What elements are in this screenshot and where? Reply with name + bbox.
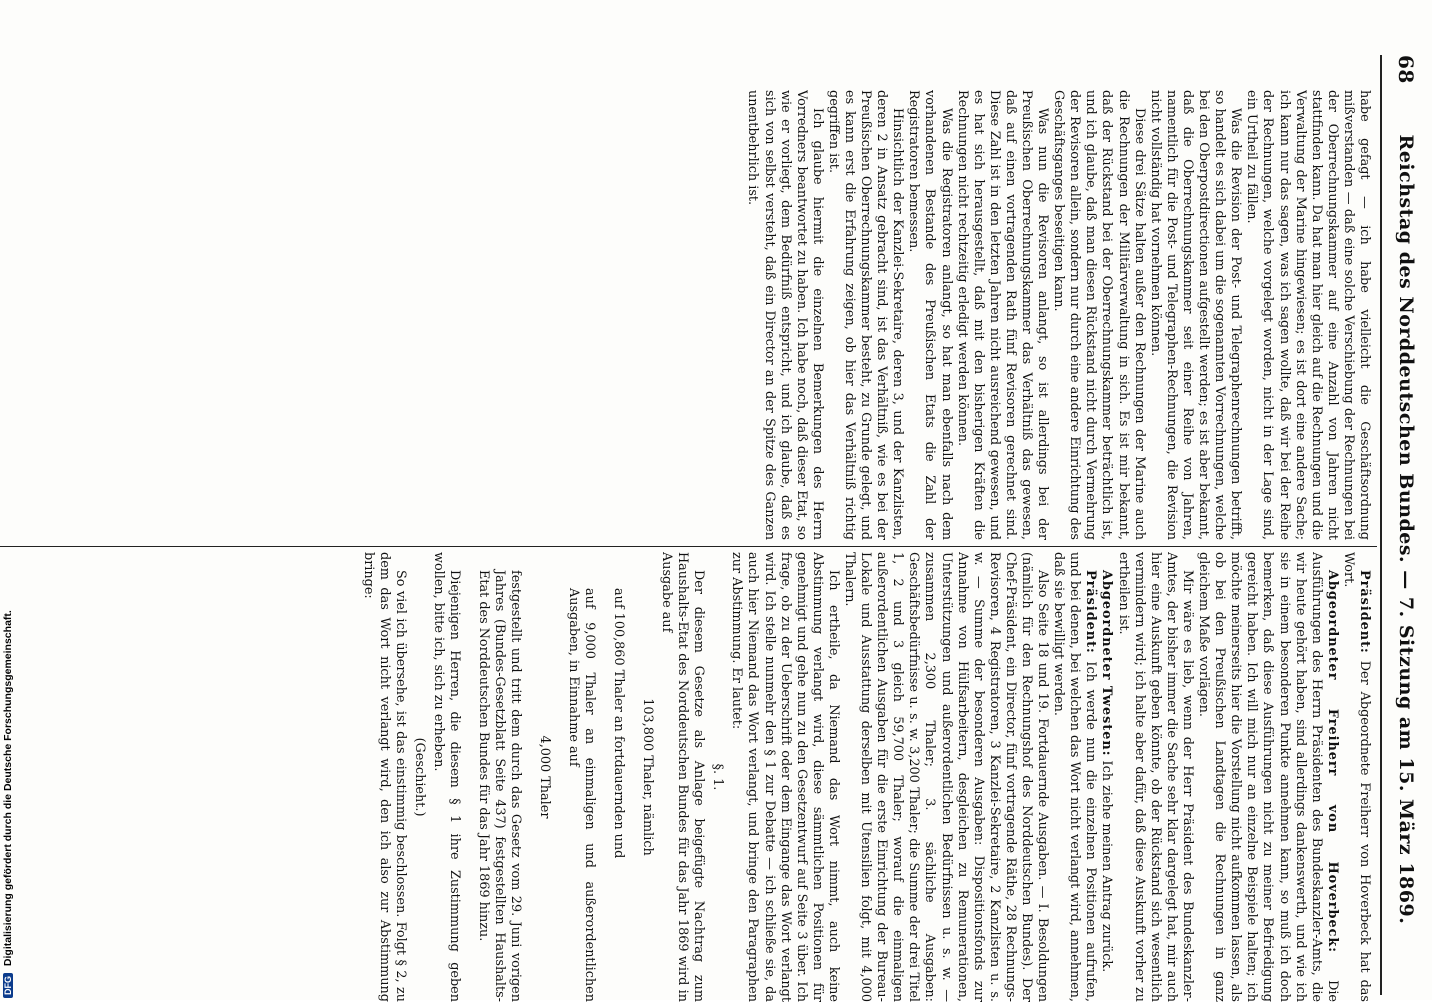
right-paragraph-1 [1340, 552, 1372, 1002]
right-paragraph-7: Ich ertheile, da Niemand das Wort nimmt, auch keine Abstimmung verlangt wird, diese sämmtlichen Positionen für genehmigt und gehe nun zu den Gesetzentwurf auf Seite 3 über. Ich frage, ob zu der Ueberschrift oder dem Eingange das Wort verlangt wird. Ich stelle nunmehr den § 1 zur Debatte — ich schließe sie, da auch hier Niemand das Wort verlangt, und bringe den Paragraphen zur Abstimmung. Er lautet: [729, 552, 841, 1002]
left-paragraph-3: Diese drei Sätze halten außer den Rechnungen der Marine auch die Rechnungen der Militärverwaltung in sich. Es ist mir bekannt, daß der Rückstand bei der Oberrechnungskammer beträchtlich ist, und ich glaube, daß man diesen Rückstand nicht durch Vermehrung der Revisoren allein, sondern nur durch eine andere Einrichtung des Geschäftsganges beseitigen kann. [1051, 90, 1147, 540]
left-paragraph-1: habe gefagt — ich habe vielleicht die Geschäftsordnung mißverstanden — daß eine solche Verschiebung der Rechnungen bei der Oberrechnungskammer auf eine Anzahl von Jahren nicht stattfinden kann. Da hat man hier gleich auf die Rechnungen und die Verwaltung der Marine hingewiesen; es ist dort eine andere Sache; ich kann nur das sagen, was ich sagen wollte, daß wir bei der Reihe der Rechnungen, welche vorgelegt worden, nicht in der Lage sind, ein Urtheil zu fällen. [1244, 90, 1372, 540]
left-paragraph-7: Ich glaube hiermit die einzelnen Bemerkungen des Herrn Vorredners beantwortet zu haben. Ich habe noch, daß dieser Etat, so wie er vorliegt, dem Bedürfniß entspricht, und ich glaube, daß es sich von selbst versteht, daß ein Director an der Spitze des Ganzen unentbehrlich ist. [745, 90, 825, 540]
dfg-logo: DFG [3, 973, 13, 998]
right-paragraph-3: Mir wäre es lieb, wenn der Herr Präsident des Bundeskanzler-Amtes, der bisher immer die Sache sehr klar dargelegt hat, mir auch hier eine Auskunft geben könnte, ob der Rückstand sich wesentlich vermindern wird; ich halte aber dafür, daß diese Auskunft vorher zu ertheilen ist. [1115, 552, 1195, 1002]
law-text-1: Der diesem Gesetze als Anlage beigefügte Nachtrag zum Haushalts-Etat des Norddeutschen Bundes für das Jahr 1869 wird in Ausgabe auf [658, 552, 707, 1002]
speaker-label: Abgeordneter Freiherr von Hoverbeck: [1324, 570, 1340, 953]
speaker-label: Präsident: [1357, 570, 1372, 654]
law-text-4: festgestellt und tritt dem durch das Gesetz vom 29. Juni vorigen Jahres (Bundes-Gesetzblatt Seite 437) festgestellten Haushalts-Etat des Norddeutschen Bundes für das Jahr 1869 hinzu. [476, 570, 524, 1002]
speech-text: Der Abgeordnete Freiherr von Hoverbeck hat das Wort. [1340, 552, 1372, 1002]
digitization-credit [2, 418, 20, 998]
speech-text: Ich werde nun die einzelnen Positionen aufrufen, und bei denen, bei welchen das Wort nicht verlangt wird, annehmen, daß sie bewilligt werden. [1051, 552, 1099, 1002]
speaker-label: Präsident: [1083, 570, 1099, 654]
credit-text: Digitalisierung gefördert durch die Deutsche Forschungsgemeinschaft. [2, 610, 14, 967]
right-paragraph-5 [1050, 552, 1098, 1002]
law-text-3: auf 9,000 Thaler an einmaligen und außerordentlichen Ausgaben, in Einnahme auf [566, 588, 598, 1002]
right-column [0, 552, 1372, 1002]
page-number: 68 [1394, 55, 1418, 84]
right-paragraph-6: Also Seite 18 und 19. Fortdauernde Ausgaben. — I. Besoldungen (nämlich für den Rechnungshof des Norddeutschen Bundes). Der Chef-Präsident, ein Director, fünf vortragende Räthe, 28 Rechnungs-Revisoren, 4 Registratoren, 3 Kanzlei-Sekretaire, 2 Kanzlisten u. s. w. — Summe der besonderen Ausgaben: Dispositionsfonds zur Annahme von Hülfsarbeitern, desgleichen zu Remunerationen, Unterstützungen und außerordentlichen Bedürfnissen u. s. w. — zusammen 2,300 Thaler; 3. sächliche Ausgaben: Geschäftsbedürfnisse u. s. w. 3,200 Thaler; die Summe der drei Titel 1, 2 und 3 gleich 59,700 Thaler; worauf die einmaligen außerordentlichen Ausgaben für die erste Einrichtung der Bureau-Lokale und Ausstattung derselben mit Utensilien folgt, mit 4,000 Thalern. [842, 552, 1051, 1002]
left-column [0, 90, 1372, 540]
header-title: Reichstag des Norddeutschen Bundes. — 7. Sitzung am 15. März 1869. [1395, 134, 1417, 925]
speaker-label: Abgeordneter Twesten: [1099, 570, 1115, 757]
column-rule [0, 546, 1377, 547]
right-paragraph-9: (Geschieht.) [411, 737, 427, 817]
right-paragraph-8: Diejenigen Herren, die diesem § 1 ihre Zustimmung geben wollen, bitte ich, sich zu erheben. [431, 552, 463, 1002]
amount-2: 4,000 Thaler [537, 735, 553, 819]
right-paragraph-4 [1098, 552, 1114, 1002]
right-paragraph-10: So viel ich übersehe, ist das einstimmig beschlossen. Folgt § 2, zu dem das Wort nicht verlangt wird, den ich also zur Abstimmung bringe: [360, 552, 408, 1002]
speech-text: Ich ziehe meinen Antrag zurück. [1099, 760, 1115, 973]
left-paragraph-2: Was die Revision der Post- und Telegraphenrechnungen betrifft, so handelt es sich dabei um die sogenannten Vorrechnungen, welche bei den Oberpostdirectionen aufgestellt werden; es ist aber bekannt, daß die Oberrechnungskammer seit einer Reihe von Jahren, namentlich für die Post- und Telegraphen-Rechnungen, die Revision nicht vollständig hat vornehmen können. [1147, 90, 1244, 540]
header-rule [1380, 55, 1382, 995]
left-paragraph-6: Hinsichtlich der Kanzlei-Sekretaire, deren 3, und der Kanzlisten, deren 2 in Ansatz gebracht sind, ist das Verhältniß, wie es bei der Preußischen Oberrechnungskammer besteht, zu Grunde gelegt, und es kann erst die Erfahrung zeigen, ob hier das Verhältniß richtig gegriffen ist. [825, 90, 906, 540]
running-head [1388, 55, 1424, 995]
section-mark: §. 1. [710, 763, 726, 791]
left-paragraph-4: Was nun die Revisoren anlangt, so ist allerdings bei der Preußischen Oberrechnungskammer das Verhältniß das gewesen, daß auf einen vortragenden Rath fünf Revisoren gerechnet sind. Diese Zahl ist in den letzten Jahren nicht ausreichend gewesen, und es hat sich herausgestellt, daß mit den bisherigen Kräften die Rechnungen nicht rechtzeitig erledigt werden können. [954, 90, 1051, 540]
right-paragraph-2 [1195, 552, 1340, 1002]
speech-text: Die Ausführungen des Herrn Präsidenten des Bundeskanzler-Amts, die wir heute gehört haben, sind allerdings dankenswerth, und wie ich sie in einem besonderen Punkte annehmen kann, so muß ich doch bemerken, daß diese Ausführungen nicht zu meiner Befriedigung gereicht haben. Ich will mich nur an einzelne Beispiele halten; ich möchte meinerseits hier die Vorstellung nicht aufkommen lassen, als ob bei den Preußischen Landtagen die Rechnungen in ganz gleichem Maße vorlägen. [1196, 552, 1340, 1002]
amount-1: 103,800 Thaler, nämlich [639, 698, 655, 856]
left-paragraph-5: Was die Registratoren anlangt, so hat man ebenfalls nach dem vorhandenen Bestande des Preußischen Etats die Zahl der Registratoren bemessen. [906, 90, 954, 540]
law-text-2: auf 100,860 Thaler an fortdauernden und [610, 588, 626, 859]
